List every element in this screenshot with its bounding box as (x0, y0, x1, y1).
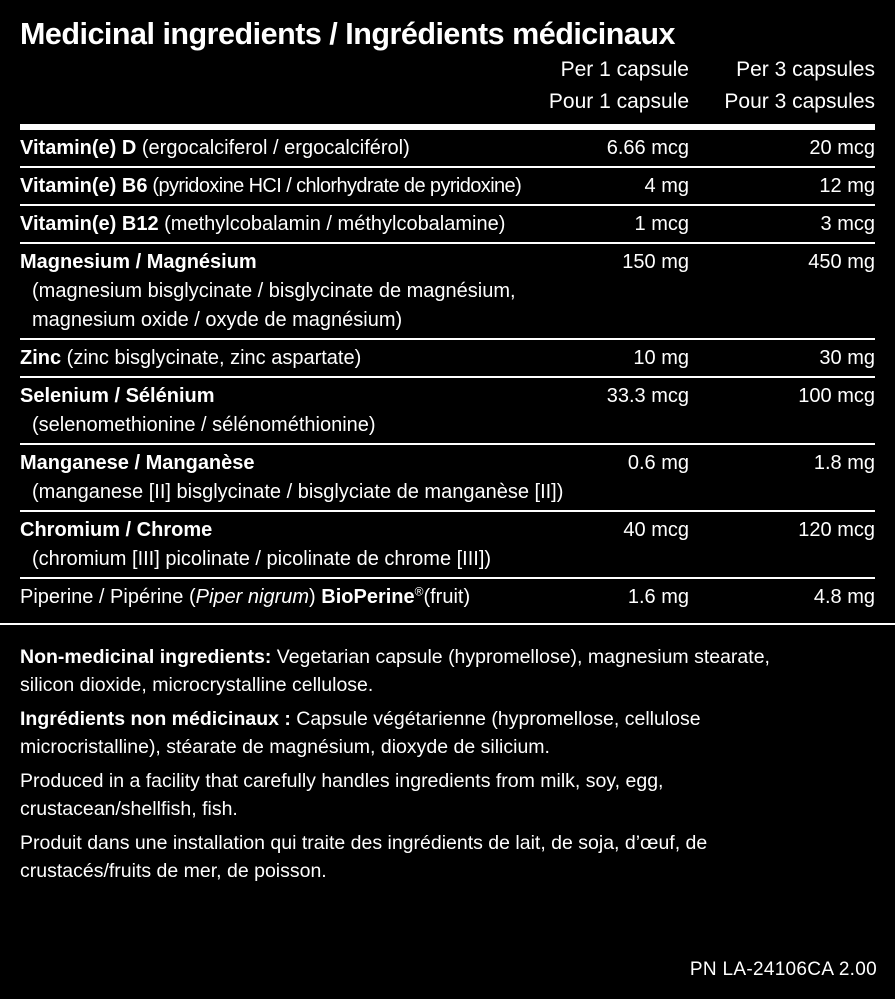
piperine-close: ) (309, 586, 322, 608)
amount-per-1: 4 mg (644, 175, 689, 197)
amount-per-3: 12 mg (819, 175, 875, 197)
col1-fr: Pour 1 capsule (548, 90, 689, 113)
column-header-1-capsule (549, 54, 689, 118)
non-medicinal-en-text: Vegetarian capsule (hypromellose), magnesium stearate, silicon dioxide, microcrystalline cellulose. (20, 646, 770, 696)
amount-per-1: 1 mcg (634, 213, 689, 235)
amount-per-3: 1.8 mg (813, 452, 875, 474)
ingredient-source: (methylcobalamin / méthylcobalamine) (158, 213, 506, 235)
amount-per-1: 40 mcg (623, 519, 689, 541)
ingredient-row-magnesium (20, 244, 875, 340)
amount-per-3: 100 mcg (798, 385, 875, 407)
bioperine-brand: BioPerine (321, 586, 415, 608)
col2-en: Per 3 capsules (736, 58, 875, 81)
ingredient-name (20, 583, 875, 612)
ingredient-name (20, 210, 875, 239)
registered-mark: ® (414, 584, 424, 599)
amount-per-3: 450 mg (808, 251, 875, 273)
ingredient-row-vitamin-b6 (20, 168, 875, 206)
allergen-statement-en: Produced in a facility that carefully handles ingredients from milk, soy, egg, crustacean/shellfish, fish. (20, 770, 664, 820)
ingredient-label: Vitamin(e) B12 (20, 213, 159, 235)
ingredient-source: (ergocalciferol / ergocalciférol) (136, 137, 410, 159)
ingredient-label: Zinc (20, 347, 62, 369)
ingredient-source-line-1: (selenomethionine / sélénométhionine) (32, 414, 376, 436)
ingredient-source-line-1: (magnesium bisglycinate / bisglycinate de magnésium, (32, 280, 516, 302)
amount-per-3: 3 mcg (820, 213, 875, 235)
column-header-3-capsules (724, 54, 875, 118)
amount-per-1: 6.66 mcg (606, 137, 689, 159)
ingredient-row-manganese (20, 445, 875, 512)
non-medicinal-en (20, 643, 875, 699)
panel-title: Medicinal ingredients / Ingrédients médicinaux (20, 17, 675, 51)
part-number: PN LA-24106CA 2.00 (689, 959, 877, 980)
ingredient-source: (zinc bisglycinate, zinc aspartate) (61, 347, 362, 369)
non-medicinal-fr-text: Capsule végétarienne (hypromellose, cellulose microcristalline), stéarate de magnésium, dioxyde de silicium. (20, 708, 701, 758)
ingredient-label: Vitamin(e) B6 (20, 175, 148, 197)
amount-per-1: 0.6 mg (627, 452, 689, 474)
ingredient-label: Magnesium / Magnésium (20, 251, 257, 273)
ingredient-row-chromium (20, 512, 875, 579)
col1-en: Per 1 capsule (560, 58, 689, 81)
amount-per-1: 150 mg (622, 251, 689, 273)
ingredient-name (20, 172, 875, 201)
amount-per-1: 1.6 mg (627, 586, 689, 608)
ingredient-notes (20, 643, 875, 885)
amount-per-1: 33.3 mcg (606, 385, 689, 407)
amount-per-3: 30 mg (819, 347, 875, 369)
allergen-statement-fr: Produit dans une installation qui traite des ingrédients de lait, de soja, d’œuf, de crustacés/fruits de mer, de poisson. (20, 832, 708, 882)
ingredient-label: Manganese / Manganèse (20, 452, 255, 474)
ingredient-row-vitamin-d (20, 130, 875, 168)
amount-per-3: 20 mcg (809, 137, 875, 159)
piperine-suffix: (fruit) (423, 586, 471, 608)
non-medicinal-en-label: Non-medicinal ingredients: (20, 646, 272, 668)
ingredient-row-zinc (20, 340, 875, 378)
ingredient-label: Vitamin(e) D (20, 137, 137, 159)
table-bottom-divider (0, 623, 895, 625)
ingredient-name (20, 134, 875, 163)
ingredient-row-piperine (20, 579, 875, 615)
ingredient-label: Selenium / Sélénium (20, 385, 215, 407)
ingredient-name (20, 344, 875, 373)
amount-per-1: 10 mg (633, 347, 689, 369)
ingredient-row-selenium (20, 378, 875, 445)
ingredient-source-line-2: magnesium oxide / oxyde de magnésium) (32, 309, 403, 331)
ingredient-source: (pyridoxine HCI / chlorhydrate de pyridoxine) (147, 175, 522, 197)
ingredient-row-vitamin-b12 (20, 206, 875, 244)
column-headers (20, 54, 875, 120)
col2-fr: Pour 3 capsules (724, 90, 875, 113)
amount-per-3: 120 mcg (798, 519, 875, 541)
ingredient-source-line-1: (chromium [III] picolinate / picolinate de chrome [III]) (32, 548, 492, 570)
piperine-latin-name: Piper nigrum (195, 586, 310, 608)
non-medicinal-fr-label: Ingrédients non médicinaux : (20, 708, 291, 730)
amount-per-3: 4.8 mg (813, 586, 875, 608)
ingredient-source-line-1: (manganese [II] bisglycinate / bisglyciate de manganèse [II]) (32, 481, 564, 503)
non-medicinal-fr (20, 705, 875, 761)
piperine-prefix: Piperine / Pipérine ( (20, 586, 196, 608)
ingredient-label: Chromium / Chrome (20, 519, 213, 541)
